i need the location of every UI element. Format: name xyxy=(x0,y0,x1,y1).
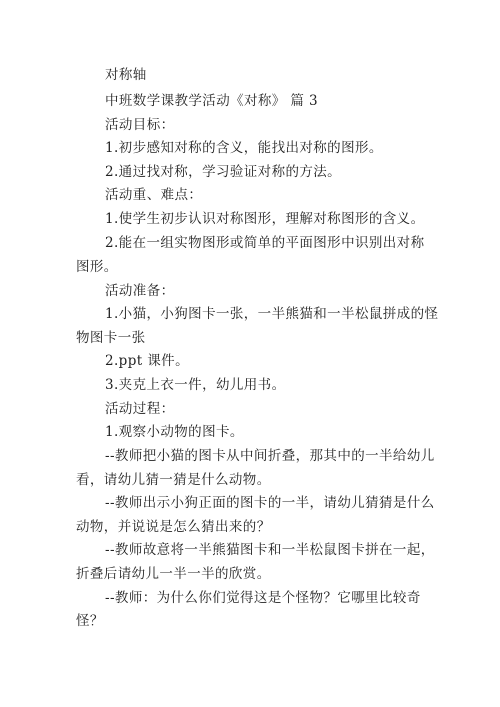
keypoints-label: 活动重、难点： xyxy=(105,187,203,203)
process-a-line-1: --教师把小猫的图卡从中间折叠，那其中的一半给幼儿 xyxy=(105,448,435,464)
process-label: 活动过程： xyxy=(105,401,175,417)
process-b-line-2: 动物，并说说是怎么猜出来的？ xyxy=(76,519,271,535)
process-d-line-2: 怪？ xyxy=(76,613,104,629)
process-a-line-2: 看，请幼儿猜一猜是什么动物。 xyxy=(76,472,271,488)
prep-3: 3.夹克上衣一件，幼儿用书。 xyxy=(105,377,286,393)
subtitle: 中班数学课教学活动《对称》 篇 3 xyxy=(105,93,318,109)
process-c-line-1: --教师故意将一半熊猫图卡和一半松鼠图卡拼在一起， xyxy=(105,542,435,558)
process-c-line-2: 折叠后请幼儿一半一半的欣赏。 xyxy=(76,566,271,582)
process-b-line-1: --教师出示小狗正面的图卡的一半，请幼儿猜猜是什么 xyxy=(105,495,435,511)
prep-2: 2.ppt 课件。 xyxy=(105,353,189,369)
goals-label: 活动目标： xyxy=(105,117,175,133)
keypoint-1: 1.使学生初步认识对称图形，理解对称图形的含义。 xyxy=(105,211,425,227)
goal-1: 1.初步感知对称的含义，能找出对称的图形。 xyxy=(105,140,383,156)
prep-label: 活动准备： xyxy=(105,283,175,299)
heading: 对称轴 xyxy=(105,67,147,83)
process-1: 1.观察小动物的图卡。 xyxy=(105,424,244,440)
prep-1-line-1: 1.小猫，小狗图卡一张，一半熊猫和一半松鼠拼成的怪 xyxy=(105,306,439,322)
prep-1-line-2: 物图卡一张 xyxy=(76,330,146,346)
keypoint-2-line-1: 2.能在一组实物图形或简单的平面图形中识别出对称 xyxy=(105,235,425,251)
keypoint-2-line-2: 图形。 xyxy=(76,259,118,275)
process-d-line-1: --教师：为什么你们觉得这是个怪物？它哪里比较奇 xyxy=(105,590,421,606)
goal-2: 2.通过找对称，学习验证对称的方法。 xyxy=(105,164,342,180)
